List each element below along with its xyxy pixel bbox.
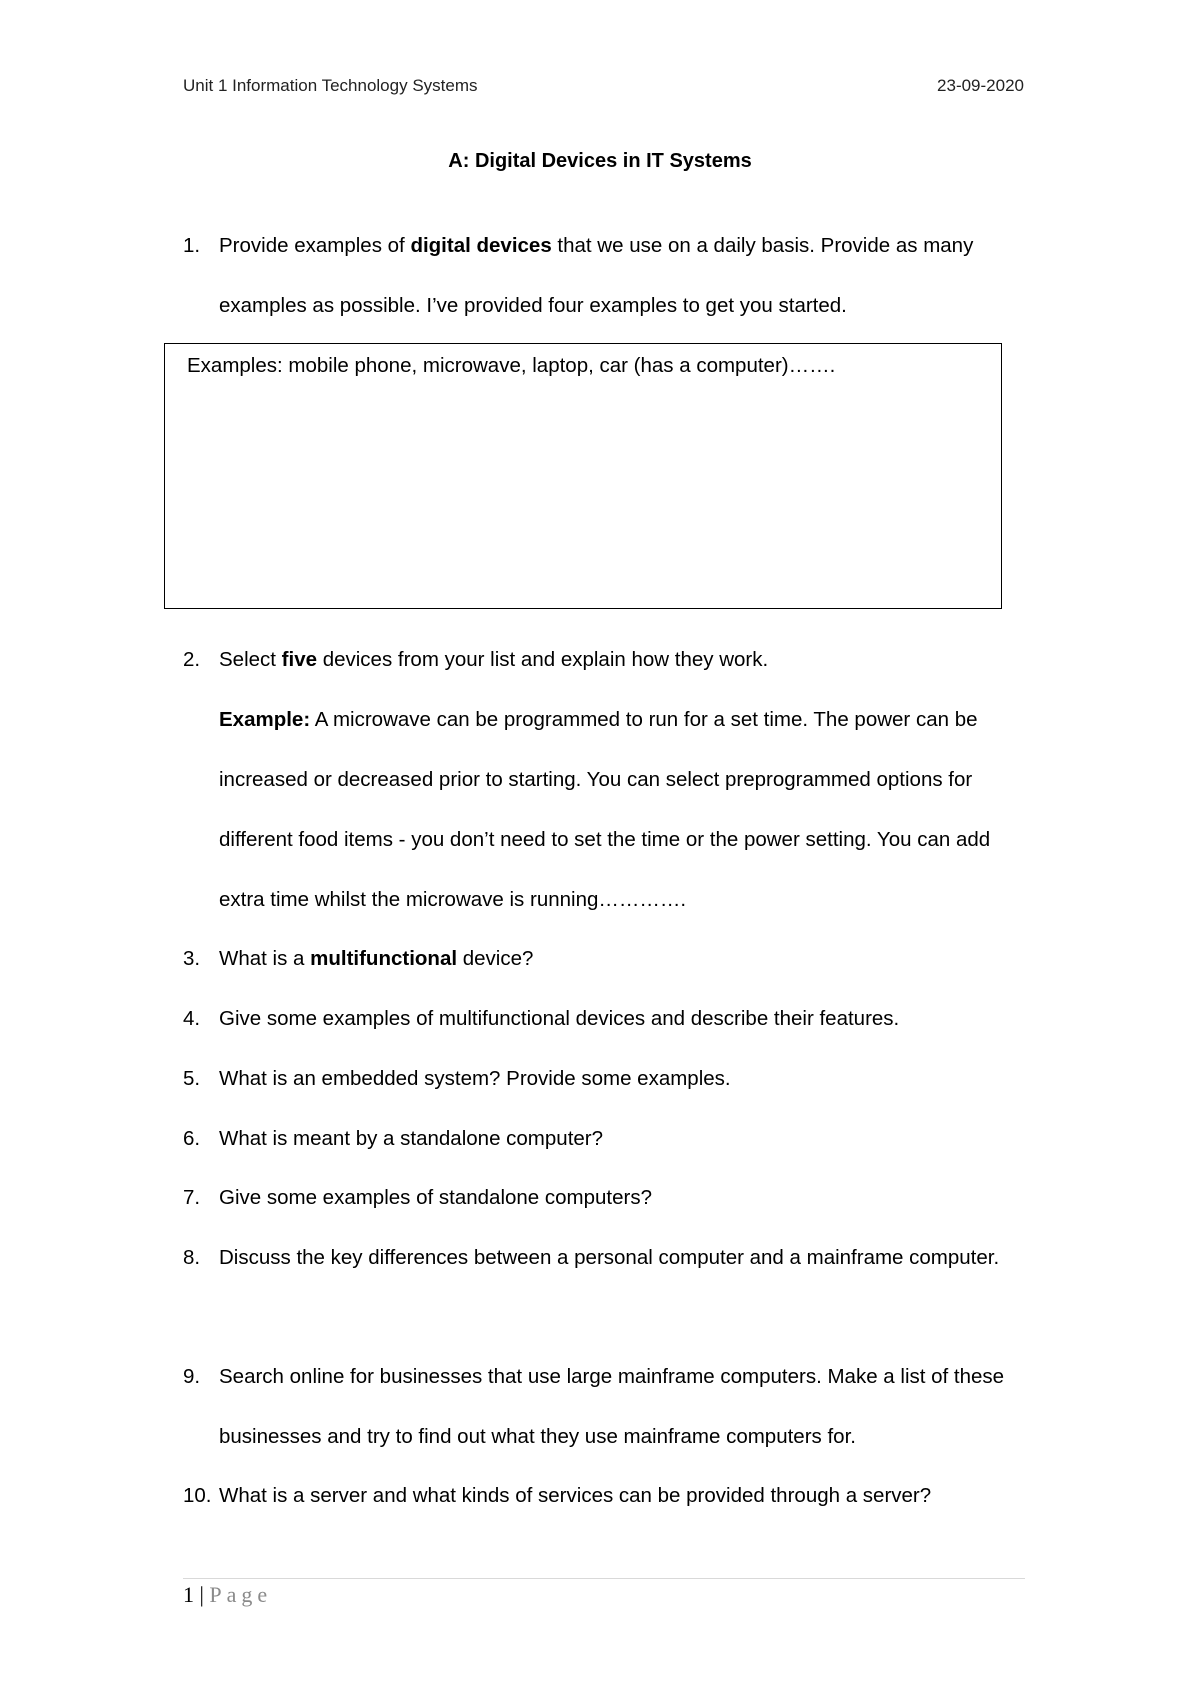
question-number: 5.	[183, 1067, 201, 1090]
question-bold-term: digital devices	[410, 234, 552, 257]
question-number: 8.	[183, 1246, 201, 1269]
example-text: A microwave can be programmed to run for a set time. The power can be increased or decreased prior to starting. You can select preprogrammed options for different food items - you don’t need to set the time or the power setting. You can add extra time whilst the microwave is running………….	[219, 708, 991, 911]
question-number: 3.	[183, 947, 201, 970]
question-text: What is an embedded system? Provide some examples.	[219, 1067, 731, 1090]
question-number: 1.	[183, 234, 201, 257]
question-text-part: Select	[219, 648, 282, 671]
question-3	[183, 929, 1040, 989]
question-4	[183, 989, 1040, 1049]
header-date: 23-09-2020	[937, 76, 1024, 95]
question-text: What is meant by a standalone computer?	[219, 1127, 604, 1150]
question-1	[183, 216, 1040, 336]
question-number: 9.	[183, 1365, 201, 1388]
question-7	[183, 1168, 1040, 1228]
question-text	[183, 630, 1040, 690]
question-text-part: What is a	[219, 947, 311, 970]
answer-box-text: Examples: mobile phone, microwave, laptop, car (has a computer)…….	[187, 354, 836, 377]
question-number: 6.	[183, 1127, 201, 1150]
header-left-text: Unit 1 Information Technology Systems	[183, 76, 478, 95]
question-6	[183, 1109, 1040, 1169]
page-title: A: Digital Devices in IT Systems	[448, 150, 752, 172]
page-footer	[183, 1582, 272, 1608]
question-8	[183, 1228, 1040, 1288]
question-bold-term: multifunctional	[310, 947, 458, 970]
question-text	[183, 929, 1040, 989]
question-2	[183, 630, 1040, 930]
answer-box[interactable]	[164, 343, 1002, 609]
example-label: Example:	[219, 708, 311, 731]
footer-divider	[183, 1578, 1025, 1579]
question-text: Search online for businesses that use large mainframe computers. Make a list of these businesses and try to find out what they use mainframe computers for.	[219, 1365, 1005, 1448]
question-5	[183, 1049, 1040, 1109]
question-text-part: Provide examples of	[219, 234, 411, 257]
question-number: 2.	[183, 648, 201, 671]
question-text-part: that we use on a daily basis. Provide as many examples as possible. I’ve provided four examples to get you started.	[219, 234, 974, 317]
question-text: Discuss the key differences between a personal computer and a mainframe computer.	[219, 1246, 1000, 1269]
question-bold-term: five	[281, 648, 317, 671]
page-header	[183, 76, 1024, 96]
question-number: 7.	[183, 1186, 201, 1209]
question-number: 10.	[183, 1484, 212, 1507]
question-text: What is a server and what kinds of services can be provided through a server?	[219, 1484, 932, 1507]
question-text-part: device?	[457, 947, 534, 970]
question-number: 4.	[183, 1007, 201, 1030]
question-9	[183, 1347, 1040, 1467]
question-10	[183, 1466, 1040, 1526]
question-text-part: devices from your list and explain how they work.	[317, 648, 769, 671]
question-text: Give some examples of standalone computers?	[219, 1186, 653, 1209]
page-number: 1	[183, 1582, 194, 1607]
example-paragraph	[183, 690, 1040, 930]
page-word: Page	[209, 1582, 273, 1607]
question-text: Give some examples of multifunctional devices and describe their features.	[219, 1007, 900, 1030]
footer-separator: |	[194, 1582, 210, 1607]
question-text	[183, 216, 1040, 336]
